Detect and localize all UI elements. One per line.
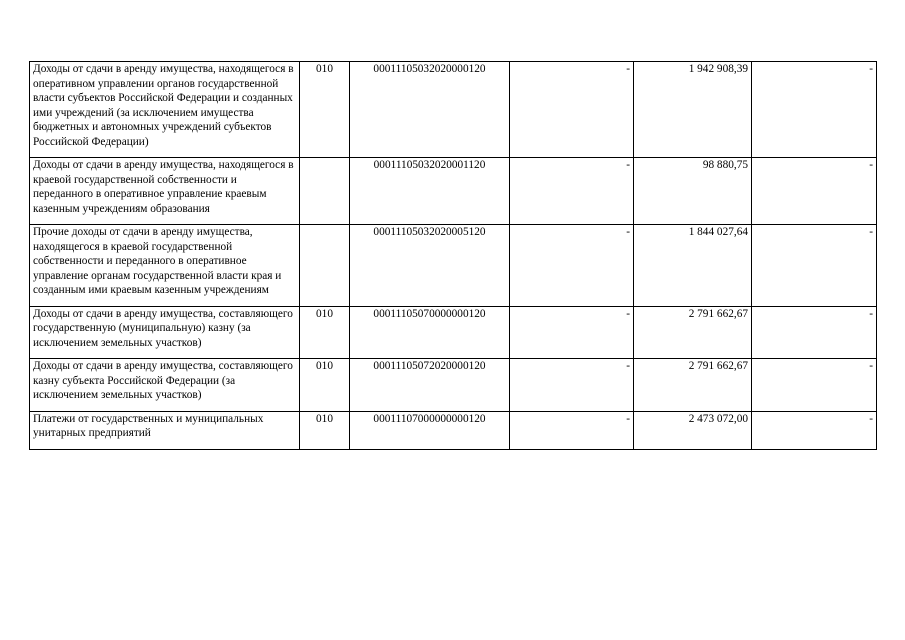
row-value-col4: - xyxy=(510,306,634,359)
table-row xyxy=(30,158,877,225)
row-kbk-code: 00011105070000000120 xyxy=(350,306,510,359)
row-line-code xyxy=(300,225,350,307)
row-value-col6: - xyxy=(752,359,877,412)
row-value-col5: 2 473 072,00 xyxy=(634,411,752,449)
row-line-code: 010 xyxy=(300,62,350,158)
row-value-col6: - xyxy=(752,225,877,307)
row-kbk-code: 00011105032020000120 xyxy=(350,62,510,158)
row-value-col6: - xyxy=(752,62,877,158)
row-name: Доходы от сдачи в аренду имущества, находящегося в краевой государственной собственности и переданного в оперативное управление краевым казенным учреждениям образования xyxy=(30,158,300,225)
row-value-col4: - xyxy=(510,62,634,158)
row-kbk-code: 00011107000000000120 xyxy=(350,411,510,449)
row-value-col6: - xyxy=(752,158,877,225)
row-value-col5: 1 844 027,64 xyxy=(634,225,752,307)
table-row xyxy=(30,62,877,158)
row-name: Прочие доходы от сдачи в аренду имущества, находящегося в краевой государственной собственности и переданного в оперативное управление органам государственной власти края и созданным ими краевым казенным учреждениям xyxy=(30,225,300,307)
row-value-col4: - xyxy=(510,225,634,307)
table-row xyxy=(30,225,877,307)
row-name: Доходы от сдачи в аренду имущества, составляющего казну субъекта Российской Федерации (за исключением земельных участков) xyxy=(30,359,300,412)
row-line-code: 010 xyxy=(300,411,350,449)
row-value-col5: 98 880,75 xyxy=(634,158,752,225)
row-line-code: 010 xyxy=(300,359,350,412)
row-name: Доходы от сдачи в аренду имущества, находящегося в оперативном управлении органов государственной власти субъектов Российской Федерации и созданных ими учреждений (за исключением имущества бюджетных и автономных учреждений субъектов Российской Федерации) xyxy=(30,62,300,158)
row-kbk-code: 00011105032020001120 xyxy=(350,158,510,225)
row-line-code xyxy=(300,158,350,225)
row-value-col5: 2 791 662,67 xyxy=(634,359,752,412)
row-value-col6: - xyxy=(752,411,877,449)
row-value-col5: 2 791 662,67 xyxy=(634,306,752,359)
row-name: Доходы от сдачи в аренду имущества, составляющего государственную (муниципальную) казну (за исключением земельных участков) xyxy=(30,306,300,359)
row-value-col6: - xyxy=(752,306,877,359)
row-value-col4: - xyxy=(510,411,634,449)
row-line-code: 010 xyxy=(300,306,350,359)
row-value-col4: - xyxy=(510,359,634,412)
table-row xyxy=(30,411,877,449)
revenue-table xyxy=(29,61,877,450)
row-kbk-code: 00011105032020005120 xyxy=(350,225,510,307)
table-row xyxy=(30,359,877,412)
row-name: Платежи от государственных и муниципальных унитарных предприятий xyxy=(30,411,300,449)
row-value-col5: 1 942 908,39 xyxy=(634,62,752,158)
row-kbk-code: 00011105072020000120 xyxy=(350,359,510,412)
row-value-col4: - xyxy=(510,158,634,225)
table-row xyxy=(30,306,877,359)
